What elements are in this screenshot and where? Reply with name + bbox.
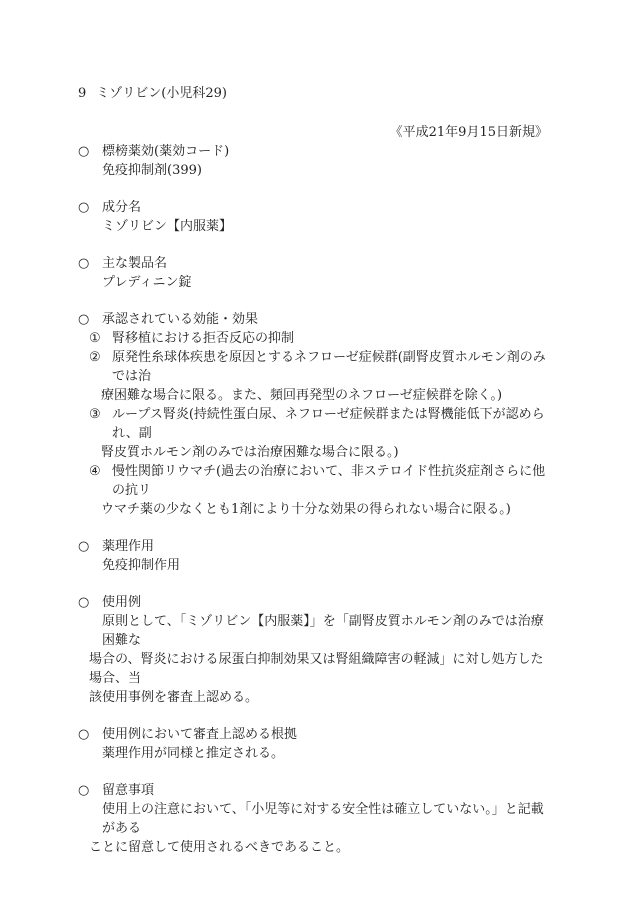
item-mark: ③ bbox=[89, 407, 101, 422]
bullet: ○ bbox=[78, 783, 90, 798]
bullet: ○ bbox=[78, 312, 90, 327]
item-mark: ② bbox=[89, 350, 101, 365]
section-heading: 使用例 bbox=[102, 595, 142, 610]
section-heading: 薬理作用 bbox=[102, 539, 155, 554]
indication-item bbox=[78, 348, 548, 405]
revision-date: 《平成21年9月15日新規》 bbox=[389, 125, 548, 140]
section-heading: 承認されている効能・効果 bbox=[102, 312, 259, 327]
section-body: プレディニン錠 bbox=[102, 275, 192, 290]
section-usage-example bbox=[78, 593, 548, 707]
indication-item bbox=[78, 405, 548, 462]
section-heading: 主な製品名 bbox=[102, 256, 168, 271]
bullet: ○ bbox=[78, 200, 90, 215]
bullet: ○ bbox=[78, 144, 90, 159]
section-heading: 標榜薬効(薬効コード) bbox=[102, 144, 230, 159]
item-text: ウマチ薬の少なくとも1剤により十分な効果の得られない場合に限る。) bbox=[101, 502, 511, 517]
section-body: 原則として、「ミゾリビン【内服薬】」を「副腎皮質ホルモン剤のみでは治療困難な bbox=[102, 614, 544, 648]
section-pharmacology bbox=[78, 537, 548, 575]
bullet: ○ bbox=[78, 595, 90, 610]
section-products bbox=[78, 254, 548, 292]
section-indications bbox=[78, 310, 548, 519]
section-body: 該使用事例を審査上認める。 bbox=[89, 690, 259, 705]
section-body: 薬理作用が同様と推定される。 bbox=[102, 746, 285, 761]
section-number: 9 bbox=[78, 86, 87, 101]
section-body: 免疫抑制作用 bbox=[102, 558, 181, 573]
section-body: ことに留意して使用されるべきであること。 bbox=[89, 840, 350, 855]
item-text: 原発性糸球体疾患を原因とするネフローゼ症候群(副腎皮質ホルモン剤のみでは治 bbox=[112, 350, 546, 384]
section-notes bbox=[78, 781, 548, 857]
bullet: ○ bbox=[78, 256, 90, 271]
section-heading: 成分名 bbox=[102, 200, 142, 215]
item-mark: ④ bbox=[89, 464, 101, 479]
indication-item bbox=[78, 462, 548, 519]
bullet: ○ bbox=[78, 727, 90, 742]
section-body: ミゾリビン【内服薬】 bbox=[102, 219, 233, 234]
section-efficacy-code bbox=[78, 142, 548, 180]
section-body: 場合の、腎炎における尿蛋白抑制効果又は腎組織障害の軽減」に対し処方した場合、当 bbox=[89, 652, 544, 686]
section-body: 使用上の注意において、「小児等に対する安全性は確立していない。」と記載がある bbox=[102, 802, 544, 836]
section-rationale bbox=[78, 725, 548, 763]
section-heading: 留意事項 bbox=[102, 783, 155, 798]
section-body: 免疫抑制剤(399) bbox=[102, 163, 202, 178]
title-row bbox=[78, 84, 548, 103]
bullet: ○ bbox=[78, 539, 90, 554]
item-text: 慢性関節リウマチ(過去の治療において、非ステロイド性抗炎症剤さらに他の抗リ bbox=[112, 464, 546, 498]
page-title: ミゾリビン(小児科29) bbox=[96, 86, 227, 101]
section-heading: 使用例において審査上認める根拠 bbox=[102, 727, 298, 742]
indication-item bbox=[78, 329, 548, 348]
section-ingredient bbox=[78, 198, 548, 236]
item-text: 腎移植における拒否反応の抑制 bbox=[112, 331, 295, 346]
item-text: ループス腎炎(持続性蛋白尿、ネフローゼ症候群または腎機能低下が認められ、副 bbox=[112, 407, 545, 441]
item-mark: ① bbox=[89, 331, 101, 346]
item-text: 療困難な場合に限る。また、頻回再発型のネフローゼ症候群を除く。) bbox=[101, 388, 503, 403]
item-text: 腎皮質ホルモン剤のみでは治療困難な場合に限る。) bbox=[101, 445, 399, 460]
